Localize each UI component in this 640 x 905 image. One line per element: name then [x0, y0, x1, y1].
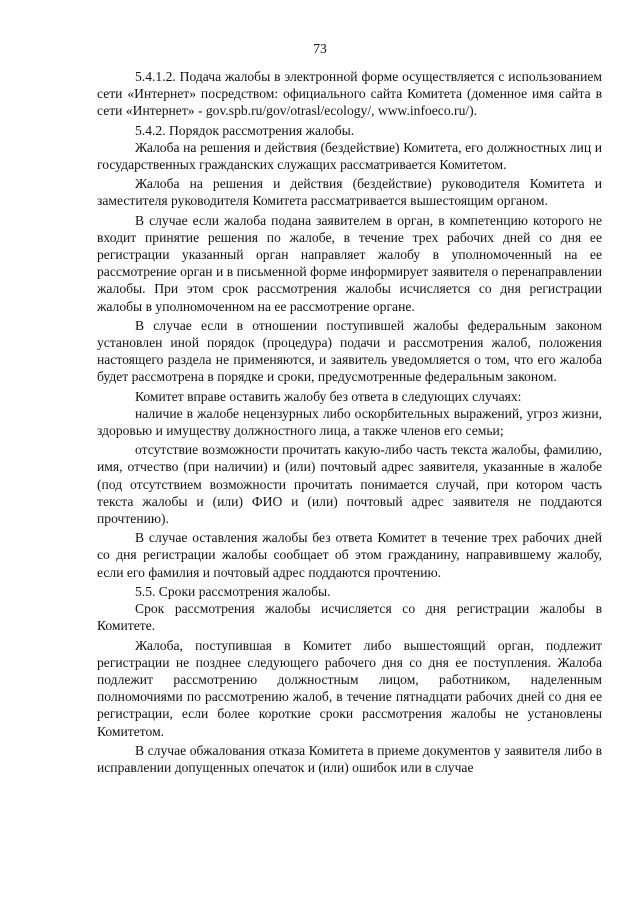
document-body — [97, 68, 602, 778]
heading-5-4-2: 5.4.2. Порядок рассмотрения жалобы. — [135, 122, 355, 138]
paragraph: Жалоба, поступившая в Комитет либо вышестоящий орган, подлежит регистрации не позднее следующего рабочего дня со дня ее поступления. Жалоба подлежит рассмотрению должностным лицом, работником, наделенным полномочиями по рассмотрению жалоб, в течение пятнадцати рабочих дней со дня ее регистрации, если более короткие сроки рассмотрения жалобы не установлены Комитетом. — [97, 637, 602, 739]
paragraph: В случае если в отношении поступившей жалобы федеральным законом установлен иной порядок (процедура) подачи и рассмотрения жалоб, положения настоящего раздела не применяются, и заявитель уведомляется о том, что его жалоба будет рассмотрена в порядке и сроки, предусмотренные федеральным законом. — [97, 317, 602, 385]
paragraph: Жалоба на решения и действия (бездействие) Комитета, его должностных лиц и государственных гражданских служащих рассматривается Комитетом. — [97, 139, 602, 173]
paragraph: Срок рассмотрения жалобы исчисляется со дня регистрации жалобы в Комитете. — [97, 601, 602, 634]
paragraph-5-4-1-2: 5.4.1.2. Подача жалобы в электронной форме осуществляется с использованием сети «Интернет» посредством: официального сайта Комитета (доменное имя сайта в сети «Интернет» - gov.spb.ru/gov/otrasl/ecology/, www.infoeco.ru/). — [97, 69, 602, 119]
paragraph: Жалоба на решения и действия (бездействие) руководителя Комитета и заместителя руководителя Комитета рассматривается вышестоящим органом. — [97, 176, 602, 209]
paragraph: В случае оставления жалобы без ответа Комитет в течение трех рабочих дней со дня регистрации жалобы сообщает об этом гражданину, направившему жалобу, если его фамилия и почтовый адрес поддаются прочтению. — [97, 530, 602, 580]
heading-5-5: 5.5. Сроки рассмотрения жалобы. — [135, 583, 331, 599]
paragraph: В случае обжалования отказа Комитета в приеме документов у заявителя либо в исправлении допущенных опечаток и (или) ошибок или в случае — [97, 742, 602, 775]
list-item: отсутствие возможности прочитать какую-либо часть текста жалобы, фамилию, имя, отчество (при наличии) и (или) почтовый адрес заявителя, указанные в жалобе (под отсутствием возможности прочитать понимается случай, при котором часть текста жалобы и (или) ФИО и (или) почтовый адрес заявителя не поддаются прочтению). — [97, 442, 602, 527]
paragraph: Комитет вправе оставить жалобу без ответа в следующих случаях: — [135, 388, 522, 404]
page-number: 73 — [313, 41, 327, 56]
list-item: наличие в жалобе нецензурных либо оскорбительных выражений, угроз жизни, здоровью и имуществу должностного лица, а также членов его семьи; — [97, 405, 602, 439]
paragraph: В случае если жалоба подана заявителем в орган, в компетенцию которого не входит принятие решения по жалобе, в течение трех рабочих дней со дня ее регистрации указанный орган направляет жалобу в уполномоченный на ее рассмотрение орган и в письменной форме информирует заявителя о перенаправлении жалобы. При этом срок рассмотрения жалобы исчисляется со дня регистрации жалобы в уполномоченном на ее рассмотрение органе. — [97, 212, 602, 314]
